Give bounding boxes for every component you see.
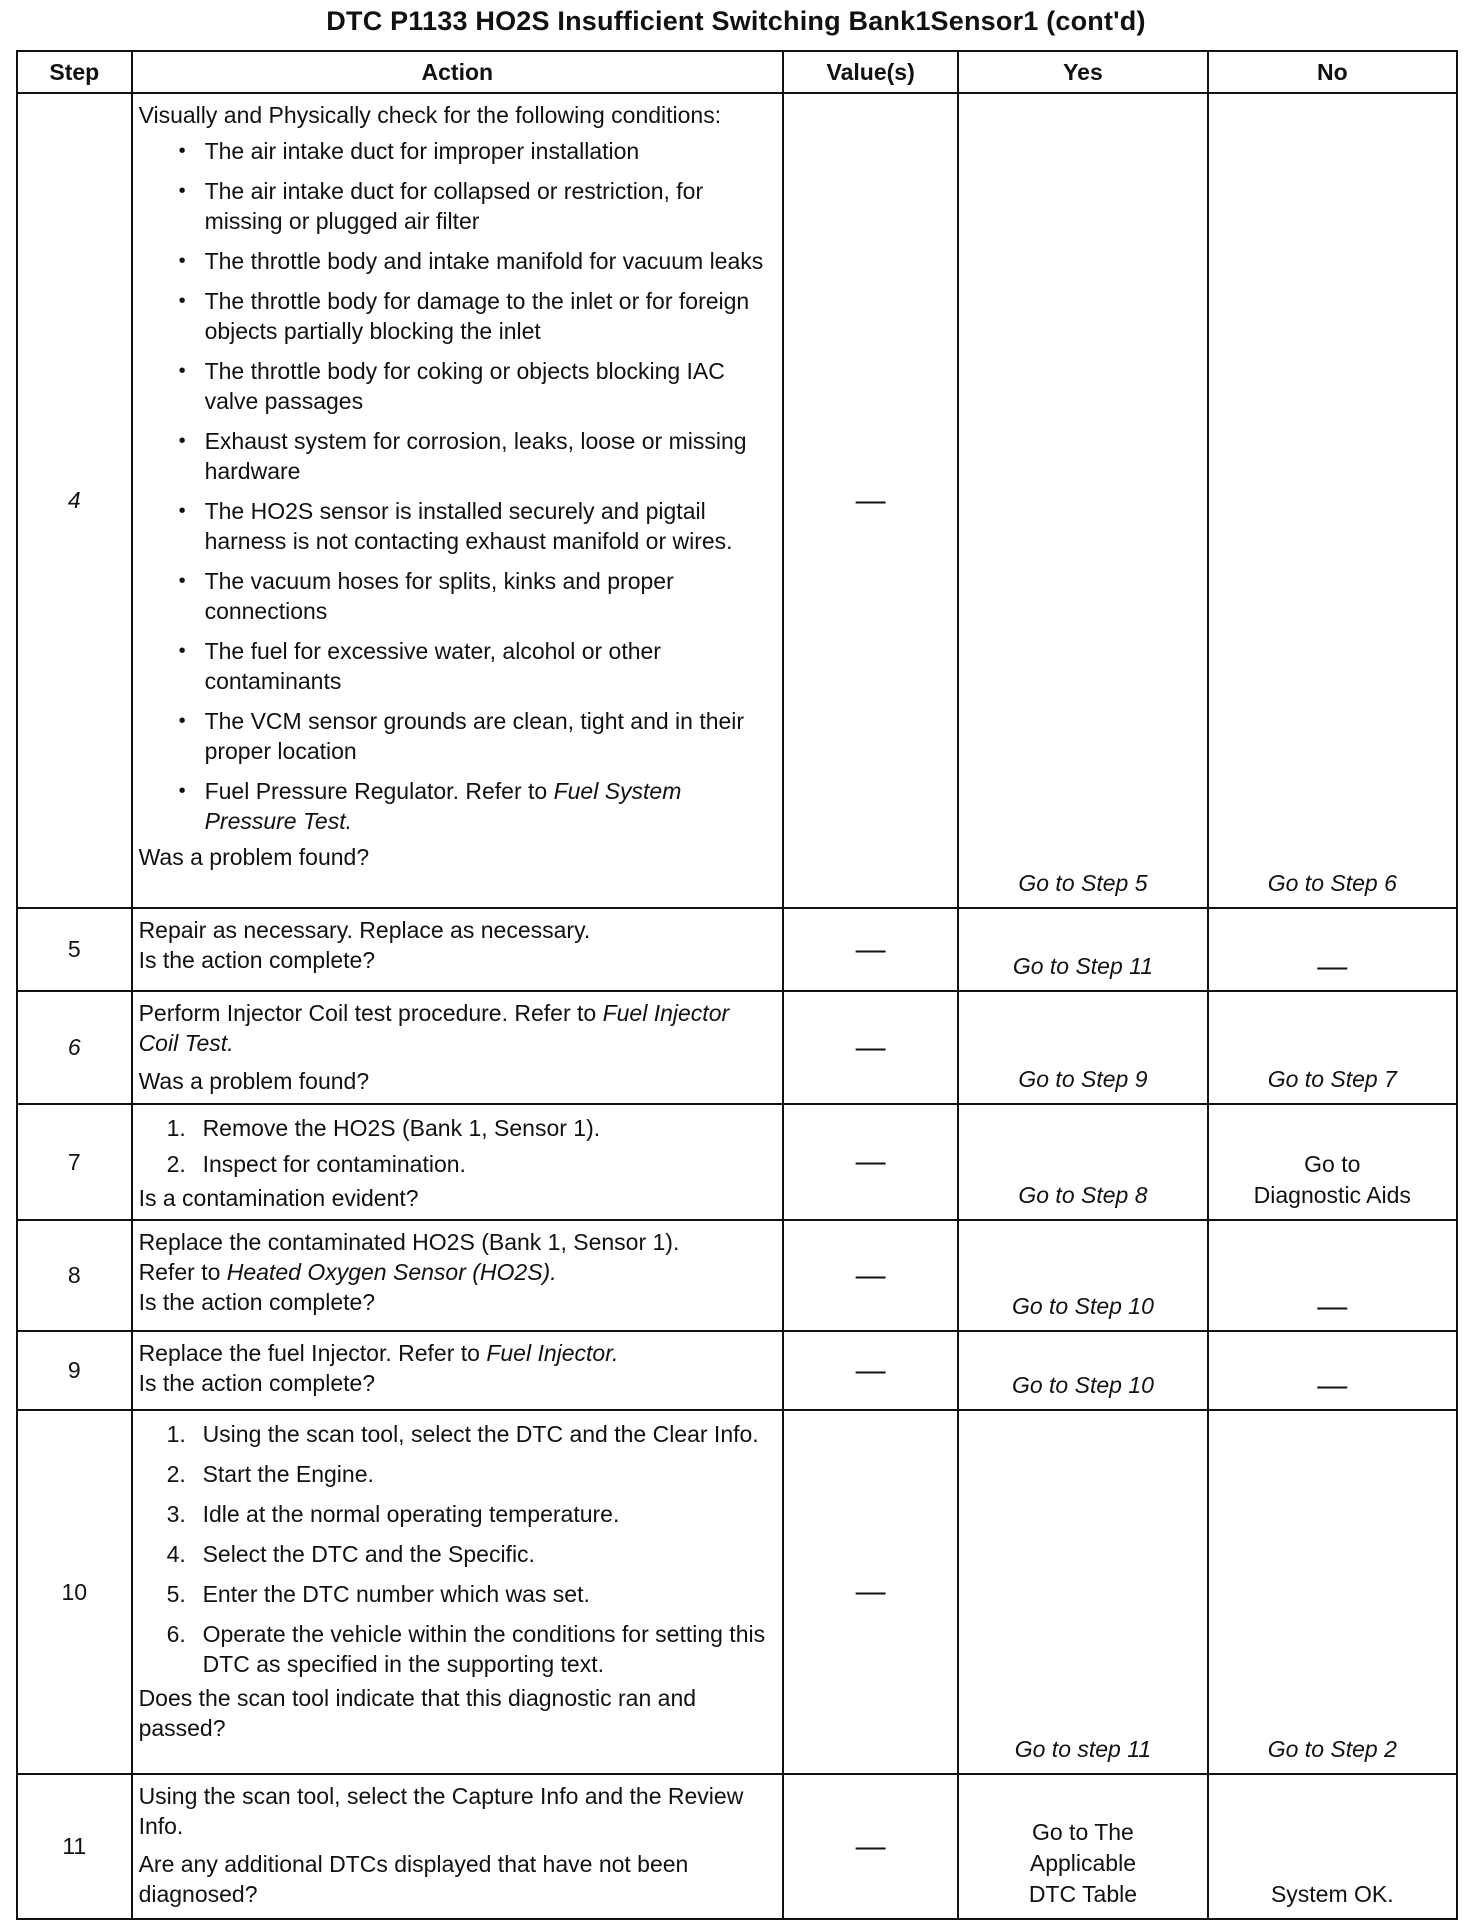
yes-cell: Go to Step 8	[958, 1104, 1207, 1220]
yes-cell: Go to Step 10	[958, 1220, 1207, 1331]
no-cell: Go to Step 2	[1208, 1410, 1457, 1774]
list-item: 2. Start the Engine.	[166, 1461, 374, 1487]
no-cell: System OK.	[1208, 1774, 1457, 1919]
action-cell	[132, 1774, 783, 1919]
yes-cell: Go to Step 11	[958, 908, 1207, 991]
yes-text-line: DTC Table	[1028, 1881, 1138, 1907]
value-cell: —	[783, 1331, 958, 1410]
table-row-step-10	[17, 1410, 1457, 1774]
step-number: 5	[17, 908, 132, 991]
step-number: 10	[17, 1410, 132, 1774]
condition-list	[139, 136, 774, 836]
header-values: Value(s)	[783, 51, 958, 93]
no-cell: Go to Step 6	[1208, 93, 1457, 908]
action-cell	[132, 93, 783, 908]
action-cell	[132, 1220, 783, 1331]
list-item: • The vacuum hoses for splits, kinks and proper connections	[205, 566, 774, 626]
no-cell: —	[1208, 1220, 1457, 1331]
step-number: 8	[17, 1220, 132, 1331]
action-cell	[132, 1331, 783, 1410]
table-row-step-5	[17, 908, 1457, 991]
step-number: 6	[17, 991, 132, 1104]
value-cell: —	[783, 991, 958, 1104]
list-item: • The air intake duct for improper installation	[205, 136, 774, 166]
list-item: 1. Using the scan tool, select the DTC and the Clear Info.	[166, 1421, 759, 1447]
action-text: Perform Injector Coil test procedure. Refer to Fuel Injector Coil Test.	[138, 1000, 730, 1056]
yes-cell: Go to Step 5	[958, 93, 1207, 908]
yes-cell: Go to Step 10	[958, 1331, 1207, 1410]
page-title: DTC P1133 HO2S Insufficient Switching Bank1Sensor1 (cont'd)	[326, 6, 1146, 36]
header-no: No	[1208, 51, 1457, 93]
list-item-text: Fuel Pressure Regulator. Refer to	[204, 778, 554, 804]
step-number: 7	[17, 1104, 132, 1220]
reference-link: Fuel System Pressure Test.	[204, 778, 682, 834]
reference-link: Fuel Injector.	[486, 1340, 619, 1366]
list-item: • The throttle body for damage to the inlet or for foreign objects partially blocking the inlet	[205, 286, 774, 346]
action-question: Was a problem found?	[138, 844, 370, 870]
no-cell	[1208, 1104, 1457, 1220]
value-cell: —	[783, 1220, 958, 1331]
action-text: Replace the contaminated HO2S (Bank 1, Sensor 1).	[138, 1229, 680, 1255]
list-item: • The air intake duct for collapsed or restriction, for missing or plugged air filter	[205, 176, 774, 236]
list-item	[205, 776, 774, 836]
no-text-line: Go to	[1304, 1151, 1361, 1177]
value-cell: —	[783, 1104, 958, 1220]
action-cell	[132, 991, 783, 1104]
header-row	[17, 51, 1457, 93]
action-cell	[132, 1104, 783, 1220]
step-number: 11	[17, 1774, 132, 1919]
action-question: Is the action complete?	[138, 947, 376, 973]
yes-cell	[958, 1774, 1207, 1919]
no-cell: —	[1208, 908, 1457, 991]
reference-link: Heated Oxygen Sensor (HO2S).	[226, 1259, 557, 1285]
table-row-step-6	[17, 991, 1457, 1104]
list-item: • Exhaust system for corrosion, leaks, loose or missing hardware	[205, 426, 774, 486]
list-item: • The HO2S sensor is installed securely and pigtail harness is not contacting exhaust manifold or wires.	[205, 496, 774, 556]
action-text: Refer to Heated Oxygen Sensor (HO2S).	[138, 1259, 557, 1285]
action-question: Is the action complete?	[138, 1289, 376, 1315]
dtc-table	[16, 50, 1458, 1920]
value-cell: —	[783, 93, 958, 908]
no-cell: Go to Step 7	[1208, 991, 1457, 1104]
value-cell: —	[783, 908, 958, 991]
list-item: 5. Enter the DTC number which was set.	[166, 1581, 590, 1607]
action-text: Replace the fuel Injector. Refer to Fuel Injector.	[138, 1340, 619, 1366]
action-intro: Visually and Physically check for the following conditions:	[138, 102, 722, 128]
step-number: 4	[17, 93, 132, 908]
no-text-line: Diagnostic Aids	[1253, 1182, 1411, 1208]
table-row-step-9	[17, 1331, 1457, 1410]
procedure-list	[139, 1419, 774, 1679]
action-text: Repair as necessary. Replace as necessary.	[138, 917, 591, 943]
reference-link: Fuel Injector Coil Test.	[138, 1000, 730, 1056]
yes-text-line: Applicable	[1029, 1850, 1136, 1876]
list-item: 3. Idle at the normal operating temperature.	[166, 1501, 620, 1527]
list-item: 6. Operate the vehicle within the conditions for setting this DTC as specified in the supporting text.	[166, 1621, 766, 1677]
value-cell: —	[783, 1774, 958, 1919]
action-question: Is a contamination evident?	[138, 1185, 419, 1211]
header-yes: Yes	[958, 51, 1207, 93]
no-cell: —	[1208, 1331, 1457, 1410]
table-row-step-7	[17, 1104, 1457, 1220]
yes-cell: Go to Step 9	[958, 991, 1207, 1104]
action-question: Was a problem found?	[138, 1068, 370, 1094]
step-number: 9	[17, 1331, 132, 1410]
list-item: 4. Select the DTC and the Specific.	[166, 1541, 535, 1567]
action-question: Does the scan tool indicate that this diagnostic ran and passed?	[138, 1685, 697, 1741]
table-row-step-4	[17, 93, 1457, 908]
action-text: Using the scan tool, select the Capture Info and the Review Info.	[138, 1783, 744, 1839]
action-cell	[132, 908, 783, 991]
action-question: Are any additional DTCs displayed that have not been diagnosed?	[138, 1851, 689, 1907]
yes-cell: Go to step 11	[958, 1410, 1207, 1774]
list-item: • The fuel for excessive water, alcohol or other contaminants	[205, 636, 774, 696]
procedure-list	[139, 1113, 774, 1179]
list-item: • The throttle body for coking or objects blocking IAC valve passages	[205, 356, 774, 416]
table-row-step-11	[17, 1774, 1457, 1919]
action-question: Is the action complete?	[138, 1370, 376, 1396]
yes-text-line: Go to The	[1031, 1819, 1134, 1845]
table-row-step-8	[17, 1220, 1457, 1331]
list-item: • The VCM sensor grounds are clean, tight and in their proper location	[205, 706, 774, 766]
header-action: Action	[132, 51, 783, 93]
list-item: 1. Remove the HO2S (Bank 1, Sensor 1).	[166, 1115, 601, 1141]
value-cell: —	[783, 1410, 958, 1774]
list-item: • The throttle body and intake manifold for vacuum leaks	[205, 246, 774, 276]
action-cell	[132, 1410, 783, 1774]
list-item: 2. Inspect for contamination.	[166, 1151, 466, 1177]
header-step: Step	[17, 51, 132, 93]
